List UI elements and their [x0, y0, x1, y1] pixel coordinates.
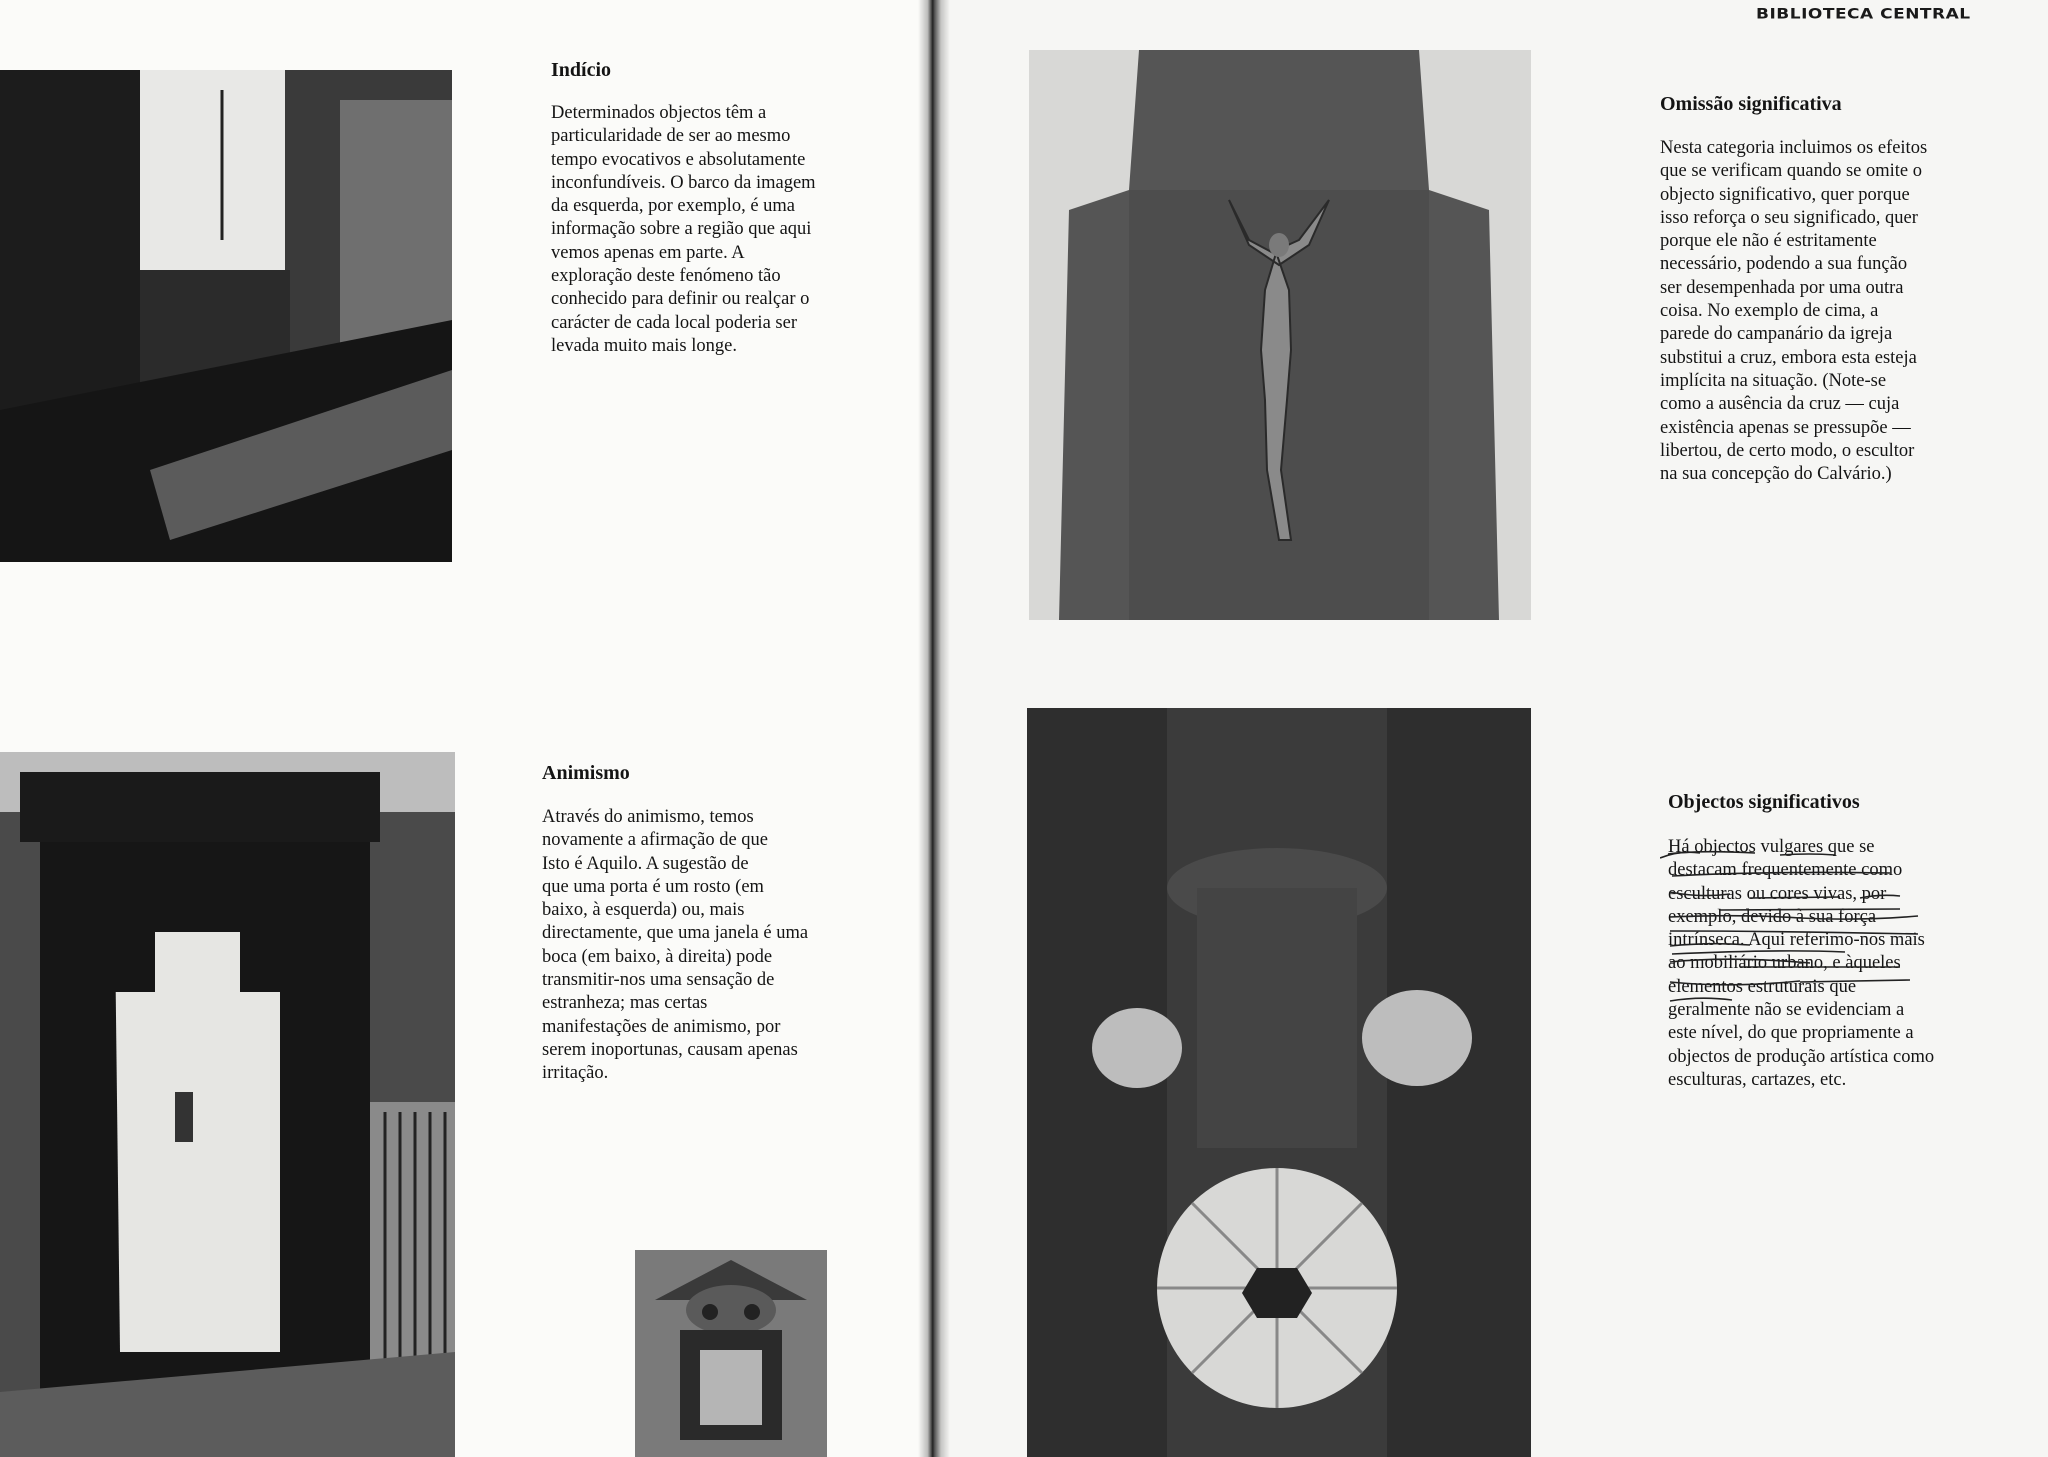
text-line: Através do animismo, temos — [542, 807, 754, 827]
photo-window-mouth — [635, 1250, 827, 1457]
text-line: Determinados objectos têm a — [551, 103, 767, 123]
text-line: informação sobre a região que aqui — [551, 219, 812, 240]
indicio-heading: Indício — [551, 59, 612, 81]
photo-street-boat — [0, 70, 452, 562]
text-line: que uma porta é um rosto (em — [542, 876, 764, 897]
text-line: irritação. — [542, 1063, 609, 1084]
text-line: inconfundíveis. O barco da imagem — [551, 172, 816, 193]
text-line: esculturas, cartazes, etc. — [1668, 1069, 1847, 1090]
objectos-heading: Objectos significativos — [1668, 791, 1860, 813]
text-line: intrínseca. Aqui referimo-nos mais — [1668, 930, 1925, 951]
text-line: geralmente não se evidenciam a — [1668, 1000, 1905, 1021]
animismo-heading: Animismo — [542, 762, 630, 784]
text-line: exploração deste fenómeno tão — [551, 266, 781, 287]
text-line: objectos de produção artística como — [1668, 1046, 1935, 1067]
text-line: serem inoportunas, causam apenas — [542, 1039, 798, 1060]
text-line: coisa. No exemplo de cima, a — [1660, 301, 1879, 322]
text-line: vemos apenas em parte. A — [551, 242, 745, 263]
text-line: novamente a afirmação de que — [542, 830, 768, 851]
text-line: isso reforça o seu significado, quer — [1660, 207, 1918, 228]
text-line: da esquerda, por exemplo, é uma — [551, 196, 796, 217]
text-line: ser desempenhada por uma outra — [1660, 277, 1904, 298]
text-line: Nesta categoria incluimos os efeitos — [1660, 138, 1928, 158]
text-line: libertou, de certo modo, o escultor — [1660, 440, 1915, 461]
text-line: Isto é Aquilo. A sugestão de — [542, 853, 749, 874]
text-line: baixo, à esquerda) ou, mais — [542, 900, 745, 921]
omissao-body — [1660, 137, 2000, 486]
text-line: parede do campanário da igreja — [1660, 324, 1893, 345]
text-line: destacam frequentemente como — [1668, 860, 1903, 881]
text-line: estranheza; mas certas — [542, 993, 708, 1014]
text-line: que se verificam quando se omite o — [1660, 161, 1922, 182]
pen-annotations — [1660, 836, 2000, 1066]
text-line: particularidade de ser ao mesmo — [551, 126, 791, 147]
text-line: elementos estruturais que — [1668, 976, 1857, 997]
text-line: na sua concepção do Calvário.) — [1660, 464, 1892, 485]
photo-crucifix-bell-tower — [1029, 50, 1531, 620]
text-line: boca (em baixo, à direita) pode — [542, 946, 773, 967]
text-line: porque ele não é estritamente — [1660, 231, 1877, 252]
text-line: exemplo, devido à sua força — [1668, 906, 1877, 927]
photo-doorway-face — [0, 752, 455, 1457]
text-line: levada muito mais longe. — [551, 335, 737, 356]
text-line: manifestações de animismo, por — [542, 1016, 781, 1037]
book-gutter — [918, 0, 950, 1457]
text-line: como a ausência da cruz — cuja — [1660, 394, 1900, 415]
text-line: substitui a cruz, embora esta esteja — [1660, 347, 1917, 368]
photo-hydrant — [1027, 708, 1531, 1457]
omissao-heading: Omissão significativa — [1660, 93, 1842, 115]
animismo-body — [542, 806, 887, 1086]
text-line: objecto significativo, quer porque — [1660, 184, 1910, 205]
text-line: directamente, que uma janela é uma — [542, 923, 809, 944]
text-line: esculturas ou cores vivas, por — [1668, 883, 1887, 904]
text-line: implícita na situação. (Note-se — [1660, 370, 1887, 391]
text-line: Há objectos vulgares que se — [1668, 837, 1875, 857]
text-line: necessário, podendo a sua função — [1660, 254, 1908, 275]
text-line: tempo evocativos e absolutamente — [551, 149, 806, 170]
library-stamp: BIBLIOTECA CENTRAL — [1756, 5, 1971, 23]
text-line: carácter de cada local poderia ser — [551, 312, 797, 333]
text-line: ao mobiliário urbano, e àqueles — [1668, 953, 1901, 974]
text-line: conhecido para definir ou realçar o — [551, 289, 810, 310]
text-line: este nível, do que propriamente a — [1668, 1023, 1914, 1044]
indicio-body — [551, 102, 891, 358]
text-line: transmitir-nos uma sensação de — [542, 970, 775, 991]
text-line: existência apenas se pressupõe — — [1660, 417, 1911, 438]
